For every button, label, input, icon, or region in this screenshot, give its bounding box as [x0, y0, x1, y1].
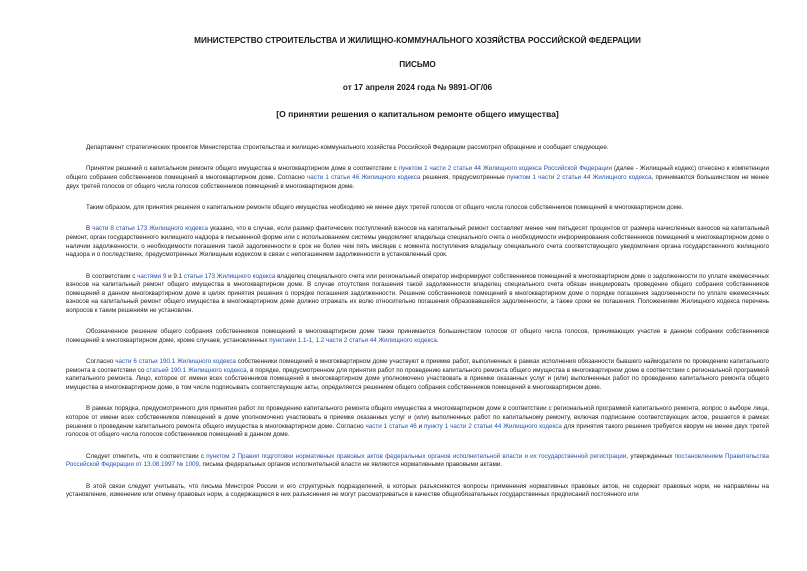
text-run: , в порядке, предусмотренном для принятия работ по проведению капитального ремонта общего имущества в многоквартирном доме в соответствии с региональной программой капитального ремонта. Лицо, которое от имени всех собственников помещений в многоквартирном доме уполномочено участвовать в приемке оказанных услуг и (или) выполненных работ по проведению капитального ремонта общего имущества в многоквартирном доме, в том числе подписывать соответствующие акты, определяется решением общего собрания собственников помещений в многоквартирном доме. — [66, 366, 770, 392]
document-subject: [О принятии решения о капитальном ремонте общего имущества] — [276, 109, 559, 119]
paragraph-article-190-1 — [66, 358, 769, 392]
law-link[interactable]: пунктом 2 Правил подготовки нормативных правовых актов федеральных органов исполнительной власти и их государственной регистрации — [206, 452, 627, 460]
text-run: , письма федеральных органов исполнительной власти не являются нормативными правовыми актами. — [199, 461, 503, 469]
document-date-number: от 17 апреля 2024 года № 9891-ОГ/06 — [342, 83, 493, 92]
text-run: Департамент стратегических проектов Министерства строительства и жилищно-коммунального хозяйства Российской Федерации рассмотрел обращение и сообщает следующее. — [86, 144, 609, 151]
text-run: указано, что в случае, если размер фактических поступлений взносов на капитальный ремонт составляет менее чем пятьдесят процентов от размера начисленных взносов на капитальный ремонт, орган государственного жилищного надзора в письменной форме или с использованием системы уведомляет владельца специального счета о необходимости информирования собственников помещений в многоквартирном доме о наличии задолженности, о необходимости погашения такой задолженности в срок не более чем пять месяцев с момента поступления владельцу специального счета соответствующего уведомления органа государственного жилищного надзора и о последствиях, предусмотренных Жилищным кодексом в связи с непогашением задолженности в установленный срок. — [66, 225, 769, 259]
text-run: владелец специального счета или региональный оператор информируют собственников помещений в многоквартирном доме о задолженности по уплате ежемесячных взносов на капитальный ремонт общего имущества в многоквартирном доме. В случае отсутствия погашения такой задолженности владелец специального счета обязан инициировать проведение общего собрания собственников помещений в данном многоквартирном доме в целях принятия решения о порядке погашения задолженности. Решение собственников помещений в многоквартирном доме о порядке погашения задолженности по уплате ежемесячных взносов на капитальный ремонт общего имущества в многоквартирном доме должно отражать их волю относительно погашения образовавшейся задолженности, а также сроки ее погашения. Положениями Жилищного кодекса перечень вопросов к таким решениям не установлен. — [66, 272, 769, 314]
text-run: В соответствии с — [86, 272, 138, 280]
text-run: , принимаются большинством не менее двух третей голосов от общего числа голосов собственников помещений в многоквартирном доме. — [66, 173, 770, 190]
text-run: В — [86, 225, 93, 233]
text-run: Таким образом, для принятия решения о капитальном ремонте общего имущества необходимо не менее двух третей голосов от общего числа голосов собственников помещений в многоквартирном доме. — [86, 203, 684, 211]
text-run: собственники помещений в многоквартирном доме участвуют в приемке работ, выполненных в рамках исполнения обязанности бывшего наймодателя по проведению капитального ремонта в соответствии со — [66, 358, 769, 374]
law-link[interactable]: части 1 статьи 46 Жилищного кодекса — [307, 173, 421, 181]
text-run: В рамках порядка, предусмотренного для принятия работ по проведению капитального ремонта общего имущества в многоквартирном доме в соответствии с региональной программой капитального ремонта, вопрос о выборе лица, которое от имени всех собственников помещений в доме уполномочено участвовать в приемке оказанных услуг и (или) выполненных работ по капитальному ремонту, включая подписание соответствующих актов, решается в рамках решения о проведении капитального ремонта общего имущества в многоквартирном доме. Согласно — [66, 405, 769, 430]
text-run: для принятия такого решения требуется кворум не менее двух третей голосов от общего числа голосов собственников помещений в данном доме. — [66, 422, 770, 439]
text-run: , утвержденных — [626, 452, 675, 460]
law-link[interactable]: статьи 173 Жилищного кодекса — [183, 272, 276, 280]
paragraph-letters-not-normative — [66, 453, 769, 470]
law-link[interactable]: пунктом 1 части 2 статьи 44 Жилищного кодекса Российской Федерации — [398, 165, 612, 173]
law-link[interactable]: постановлением Правительства Российской Федерации от 13.08.1997 № 1009 — [66, 452, 769, 469]
paragraph-majority-vote — [66, 328, 769, 345]
text-run: (далее - Жилищный кодекс) отнесено к компетенции общего собрания собственников помещений в многоквартирном доме. Согласно — [66, 165, 769, 181]
law-link[interactable]: статьей 190.1 Жилищного кодекса — [146, 366, 247, 374]
law-link[interactable]: частями 9 — [137, 272, 167, 280]
paragraph-intro — [66, 144, 769, 153]
law-link[interactable]: части 6 статьи 190.1 Жилищного кодекса — [115, 358, 236, 366]
law-link[interactable]: части 8 статьи 173 Жилищного кодекса — [92, 225, 208, 233]
text-run: и — [416, 422, 424, 430]
paragraph-clarifications — [66, 483, 769, 500]
text-run: Обозначенное решение общего собрания собственников помещений в многоквартирном доме также принимается большинством голосов от общего числа голосов, принимающих участие в данном собрании собственников помещений в многоквартирном доме, кроме случаев, установленных — [66, 328, 769, 344]
text-run: Следует отметить, что в соответствии с — [86, 452, 207, 460]
text-run: В этой связи следует учитывать, что письма Минстроя России и его структурных подразделений, в которых разъясняются вопросы применения нормативных правовых актов, не содержат правовых норм, не направлены на установление, изменение или отмену правовых норм, а содержащиеся в них разъяснения не могут рассматриваться в качестве общеобязательных государственных предписаний постоянного или — [66, 482, 769, 499]
law-link[interactable]: пунктом 1 части 2 статьи 44 Жилищного кодекса — [506, 173, 652, 181]
law-link[interactable]: пункту 1 части 2 статьи 44 Жилищного кодекса — [423, 422, 562, 430]
text-run: . — [436, 336, 439, 344]
text-run: Принятие решений о капитальном ремонте общего имущества в многоквартирном доме в соответствии с — [86, 165, 399, 173]
paragraph-decision-competence — [66, 165, 769, 191]
law-link[interactable]: части 1 статьи 46 — [365, 422, 417, 430]
law-link[interactable]: пунктами 1.1-1, 1.2 части 2 статьи 44 Жилищного кодекса — [269, 336, 437, 344]
paragraph-conclusion — [66, 204, 769, 213]
text-run: решения, предусмотренные — [420, 173, 507, 181]
text-run: Согласно — [86, 358, 116, 366]
text-run: и 9.1 — [166, 272, 184, 280]
document-type: ПИСЬМО — [399, 60, 436, 69]
paragraph-article-173-parts-9 — [66, 273, 769, 316]
paragraph-article-173-part-8 — [66, 225, 769, 259]
paragraph-acceptance-procedure — [66, 405, 769, 439]
issuing-authority: МИНИСТЕРСТВО СТРОИТЕЛЬСТВА И ЖИЛИЩНО-КОММУНАЛЬНОГО ХОЗЯЙСТВА РОССИЙСКОЙ ФЕДЕРАЦИИ — [194, 36, 641, 45]
